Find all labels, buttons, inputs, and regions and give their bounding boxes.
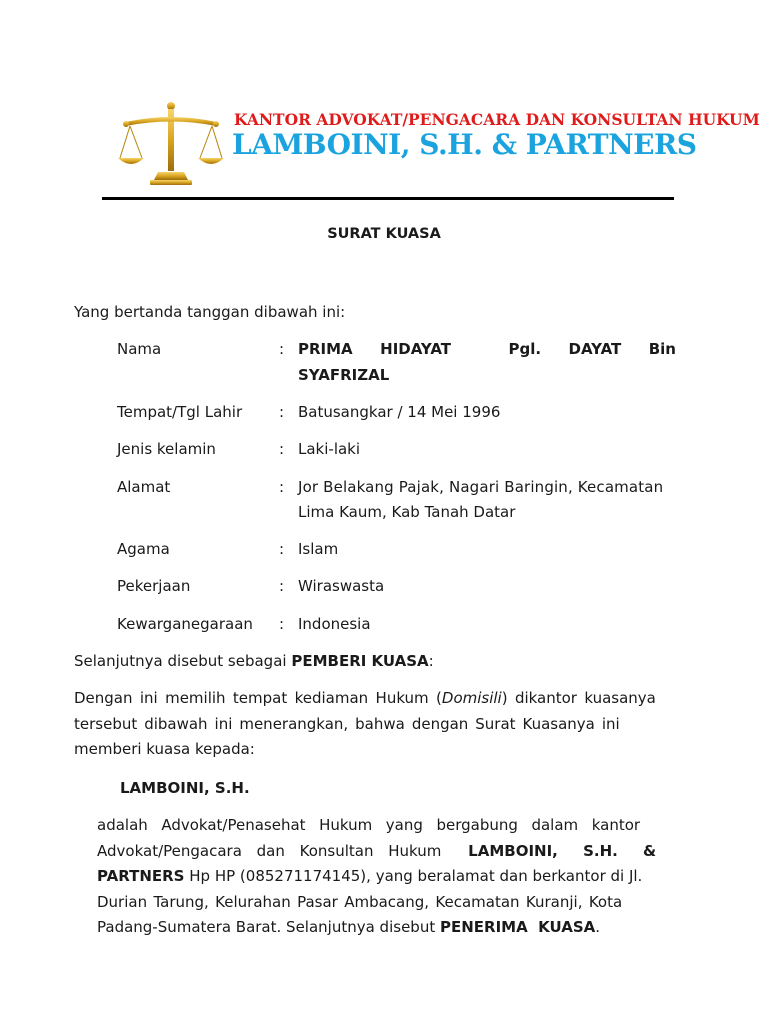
letterhead <box>104 98 760 190</box>
field-value-gender: Laki-laki <box>298 440 361 458</box>
field-label-pekerjaan: Pekerjaan <box>117 577 191 595</box>
field-colon: : <box>279 440 285 458</box>
field-value-pekerjaan: Wiraswasta <box>298 577 385 595</box>
field-colon: : <box>279 615 285 633</box>
field-colon: : <box>279 577 285 595</box>
nama-word: Bin <box>648 340 676 358</box>
field-label-agama: Agama <box>117 540 170 558</box>
domisili-line: memberi kuasa kepada: <box>74 740 255 758</box>
domisili-term: Domisili <box>441 689 502 707</box>
scales-of-justice-icon <box>118 100 224 186</box>
nama-word: DAYAT <box>568 340 622 358</box>
field-colon: : <box>279 340 285 358</box>
domisili-line: tersebut dibawah ini menerangkan, bahwa dengan Surat Kuasanya ini <box>74 714 620 733</box>
penerima-kuasa-term: PENERIMA KUASA <box>439 918 596 936</box>
domisili-prefix: Dengan ini memilih tempat kediaman Hukum ( <box>74 689 442 707</box>
letterhead-divider <box>102 197 674 200</box>
nama-word: PRIMA <box>298 340 353 358</box>
pemberi-kuasa-term: PEMBERI KUASA <box>291 652 429 670</box>
penerima-line: Durian Tarung, Kelurahan Pasar Ambacang, Kecamatan Kuranji, Kota <box>97 892 623 911</box>
field-label-ttl: Tempat/Tgl Lahir <box>117 403 243 421</box>
letterhead-firm-type: KANTOR ADVOKAT/PENGACARA DAN KONSULTAN HUKUM <box>234 110 760 129</box>
document-title: SURAT KUASA <box>327 226 441 242</box>
field-value-nama-cont: SYAFRIZAL <box>298 366 390 384</box>
pemberi-prefix: Selanjutnya disebut sebagai <box>74 652 292 670</box>
field-colon: : <box>279 403 285 421</box>
intro-text: Yang bertanda tanggan dibawah ini: <box>74 303 346 321</box>
field-value-alamat-cont: Lima Kaum, Kab Tanah Datar <box>298 503 516 521</box>
penerima-paragraph <box>97 813 676 941</box>
nama-word: HIDAYAT <box>380 340 452 358</box>
penerima-line <box>97 915 676 941</box>
firm-name-bold: LAMBOINI, S.H. & <box>468 841 657 860</box>
pemberi-kuasa-line <box>74 652 434 670</box>
domisili-suffix: ) dikantor kuasanya <box>501 689 656 707</box>
penerima-line5-text: Padang-Sumatera Barat. Selanjutnya disebut <box>97 918 440 936</box>
field-colon: : <box>279 540 285 558</box>
penerima-kuasa-name: LAMBOINI, S.H. <box>120 779 250 797</box>
firm-partners-bold: PARTNERS <box>97 867 185 885</box>
nama-word: Pgl. <box>508 340 542 358</box>
penerima-line5-suffix: . <box>595 918 601 936</box>
penerima-line: adalah Advokat/Penasehat Hukum yang bergabung dalam kantor <box>97 816 641 834</box>
field-value-ttl: Batusangkar / 14 Mei 1996 <box>298 403 501 421</box>
penerima-line <box>97 839 676 865</box>
field-value-agama: Islam <box>298 540 339 558</box>
field-label-kewarganegaraan: Kewarganegaraan <box>117 615 253 633</box>
penerima-line3-text: Hp HP (085271174145), yang beralamat dan berkantor di Jl. <box>184 867 643 885</box>
field-value-nama <box>298 340 676 358</box>
field-label-gender: Jenis kelamin <box>117 440 216 458</box>
field-label-nama: Nama <box>117 340 162 358</box>
letterhead-firm-name: LAMBOINI, S.H. & PARTNERS <box>232 128 697 161</box>
field-label-alamat: Alamat <box>117 478 171 496</box>
penerima-line <box>97 864 676 890</box>
field-value-kewarganegaraan: Indonesia <box>298 615 371 633</box>
domisili-line <box>74 686 676 712</box>
domisili-paragraph <box>74 686 676 763</box>
field-value-alamat: Jor Belakang Pajak, Nagari Baringin, Kecamatan <box>298 478 664 496</box>
field-colon: : <box>279 478 285 496</box>
pemberi-suffix: : <box>428 652 434 670</box>
penerima-line2-text: Advokat/Pengacara dan Konsultan Hukum <box>97 841 442 860</box>
